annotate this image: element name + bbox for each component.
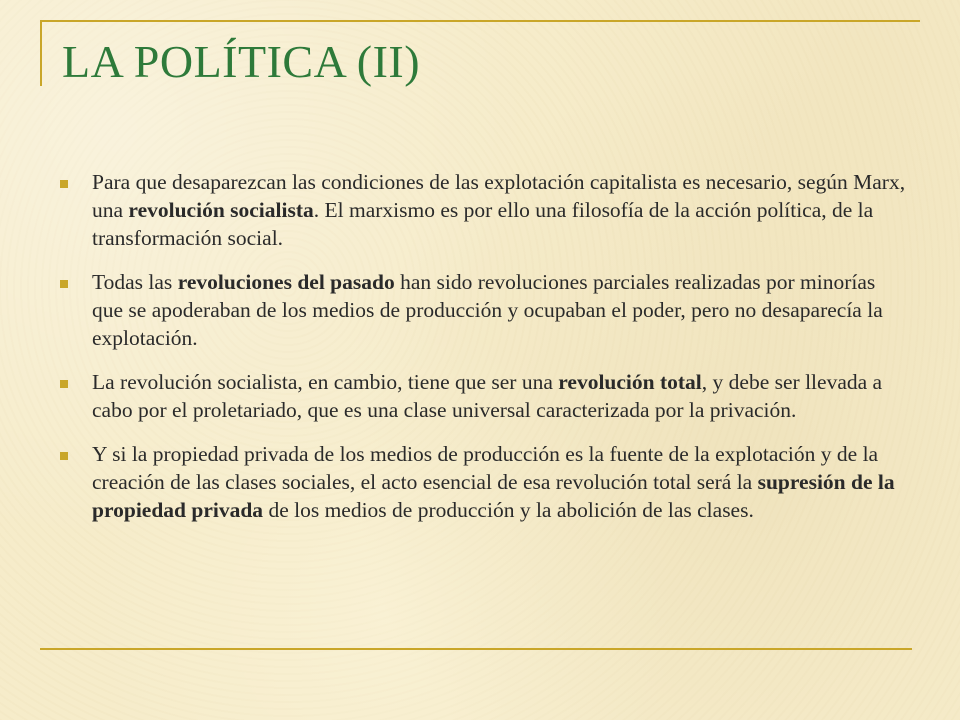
square-bullet-icon [60,180,68,188]
bullet-item [60,168,910,252]
bullet-segment: Todas las [92,270,178,294]
bullet-emphasis: supresión de la propiedad privada [92,470,895,522]
side-rule [40,20,42,86]
square-bullet-icon [60,380,68,388]
top-rule [40,20,920,22]
bullet-item [60,268,910,352]
square-bullet-icon [60,452,68,460]
bottom-rule [40,648,912,650]
bullet-segment: han sido revoluciones parciales realizadas por minorías que se apoderaban de los medios de producción y ocupaban el poder, pero no desaparecía la explotación. [92,270,883,350]
bullet-text [92,442,895,522]
bullet-text [92,370,882,422]
bullet-segment: Y si la propiedad privada de los medios de producción es la fuente de la explotación y de la creación de las clases sociales, el acto esencial de esa revolución total será la [92,442,879,494]
bullet-text [92,170,905,250]
bullet-item [60,440,910,524]
bullet-emphasis: revoluciones del pasado [177,270,395,294]
bullet-text [92,270,883,350]
bullet-emphasis: revolución socialista [128,198,314,222]
bullet-segment: La revolución socialista, en cambio, tiene que ser una [92,370,559,394]
bullet-segment: , y debe ser llevada a cabo por el proletariado, que es una clase universal caracterizada por la privación. [92,370,883,422]
bullet-segment: de los medios de producción y la abolición de las clases. [263,498,754,522]
square-bullet-icon [60,280,68,288]
bullet-segment: Para que desaparezcan las condiciones de las explotación capitalista es necesario, según Marx, una [92,170,906,222]
bullet-item [60,368,910,424]
bullet-emphasis: revolución total [558,370,702,394]
bullet-list [60,168,910,540]
slide-title: LA POLÍTICA (II) [62,36,421,87]
bullet-segment: . El marxismo es por ello una filosofía de la acción política, de la transformación social. [92,198,874,250]
